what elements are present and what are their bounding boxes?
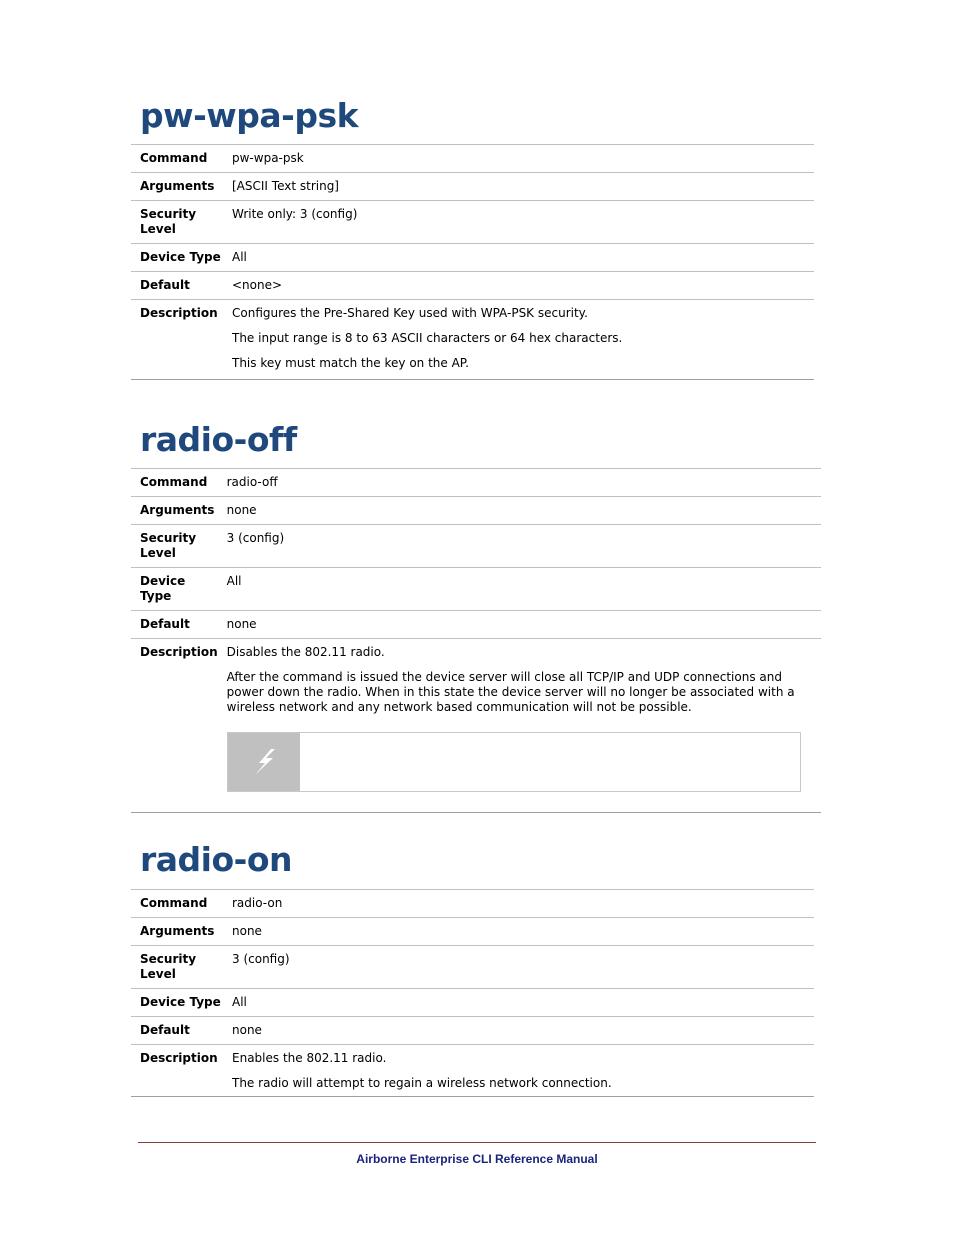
arguments-value: none <box>218 497 821 525</box>
table-row <box>131 244 814 272</box>
row-label-default: Default <box>131 272 223 300</box>
row-label-default: Default <box>131 611 218 639</box>
arguments-value: none <box>223 918 814 946</box>
footer-rule <box>138 1142 816 1143</box>
device-type-value: All <box>218 568 821 611</box>
description-value <box>223 1045 814 1097</box>
row-label-command: Command <box>131 145 223 173</box>
section-title: radio-off <box>140 420 297 459</box>
row-label-device-type: Device Type <box>131 244 223 272</box>
row-label-security-level: Security Level <box>131 946 223 989</box>
default-value: <none> <box>223 272 814 300</box>
row-label-arguments: Arguments <box>131 173 223 201</box>
command-value: radio-off <box>218 469 821 497</box>
section-title: pw-wpa-psk <box>140 96 359 135</box>
description-paragraph: The input range is 8 to 63 ASCII characters or 64 hex characters. <box>232 331 623 345</box>
row-label-arguments: Arguments <box>131 918 223 946</box>
arguments-value: [ASCII Text string] <box>223 173 814 201</box>
table-row <box>131 201 814 244</box>
command-value: radio-on <box>223 890 814 918</box>
table-row <box>131 946 814 989</box>
row-label-description: Description <box>131 300 223 380</box>
security-level-value: Write only: 3 (config) <box>223 201 814 244</box>
table-row <box>131 890 814 918</box>
row-label-command: Command <box>131 469 218 497</box>
table-row <box>131 469 821 497</box>
command-value: pw-wpa-psk <box>223 145 814 173</box>
table-row <box>131 525 821 568</box>
description-paragraph: Enables the 802.11 radio. <box>232 1051 387 1065</box>
row-label-default: Default <box>131 1017 223 1045</box>
default-value: none <box>223 1017 814 1045</box>
command-table <box>131 889 814 1097</box>
row-label-device-type: Device Type <box>131 989 223 1017</box>
table-row <box>131 639 821 813</box>
row-label-security-level: Security Level <box>131 525 218 568</box>
row-label-security-level: Security Level <box>131 201 223 244</box>
row-label-description: Description <box>131 639 218 813</box>
section-title: radio-on <box>140 840 293 879</box>
command-table <box>131 468 821 813</box>
table-row <box>131 173 814 201</box>
table-row <box>131 989 814 1017</box>
description-paragraph: This key must match the key on the AP. <box>232 356 469 370</box>
security-level-value: 3 (config) <box>218 525 821 568</box>
warning-note-box <box>227 732 801 792</box>
table-row <box>131 145 814 173</box>
row-label-arguments: Arguments <box>131 497 218 525</box>
table-row <box>131 611 821 639</box>
device-type-value: All <box>223 989 814 1017</box>
security-level-value: 3 (config) <box>223 946 814 989</box>
table-row <box>131 497 821 525</box>
description-paragraph: The radio will attempt to regain a wireless network connection. <box>232 1076 612 1090</box>
description-paragraph: After the command is issued the device server will close all TCP/IP and UDP connections and power down the radio. When in this state the device server will no longer be associated with a wireless network and any network based communication will not be possible. <box>226 670 795 714</box>
row-label-command: Command <box>131 890 223 918</box>
table-row <box>131 300 814 380</box>
description-paragraph: Disables the 802.11 radio. <box>226 645 385 659</box>
row-label-device-type: Device Type <box>131 568 218 611</box>
table-row <box>131 272 814 300</box>
table-row <box>131 1017 814 1045</box>
device-type-value: All <box>223 244 814 272</box>
description-value <box>223 300 814 380</box>
table-row <box>131 918 814 946</box>
footer-title: Airborne Enterprise CLI Reference Manual <box>356 1152 598 1166</box>
table-row <box>131 1045 814 1097</box>
table-row <box>131 568 821 611</box>
warning-lightning-icon <box>228 733 300 791</box>
default-value: none <box>218 611 821 639</box>
command-table <box>131 144 814 380</box>
description-paragraph: Configures the Pre-Shared Key used with WPA-PSK security. <box>232 306 588 320</box>
row-label-description: Description <box>131 1045 223 1097</box>
description-value <box>218 639 821 813</box>
